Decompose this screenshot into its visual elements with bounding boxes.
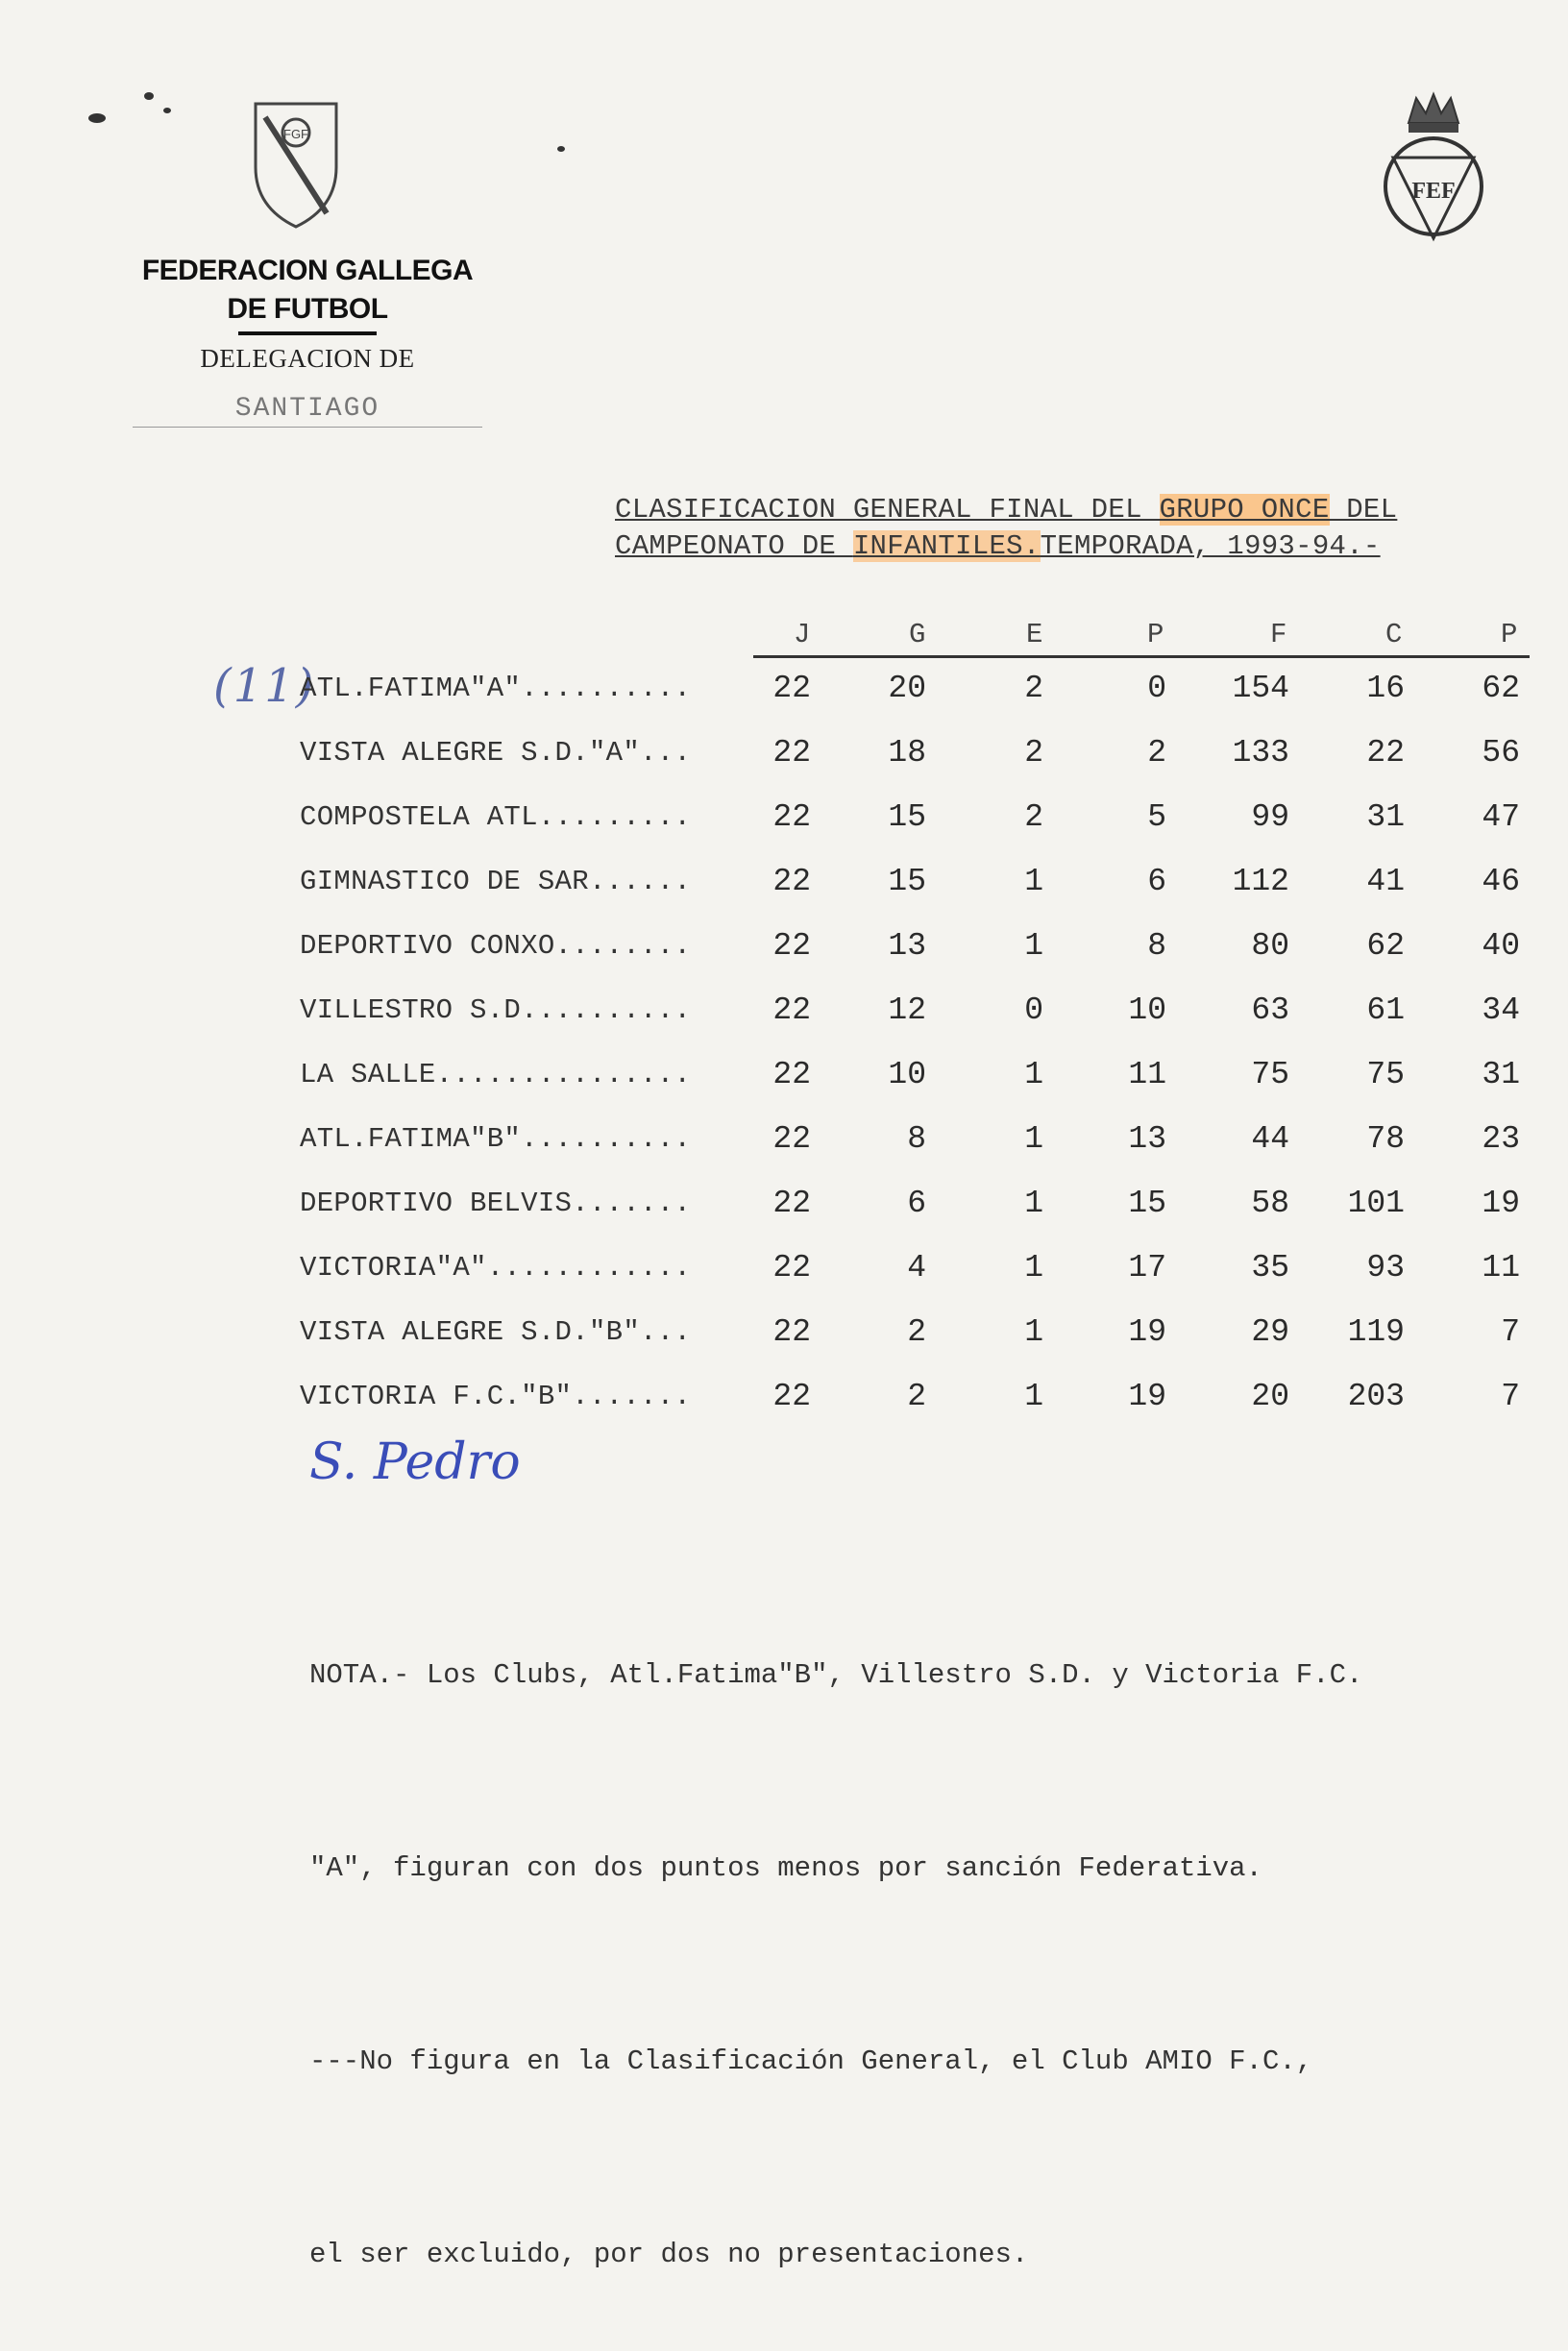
table-row [300, 1110, 1530, 1174]
cell-won: 2 [907, 1379, 926, 1414]
table-row [300, 788, 1530, 852]
note-line: "A", figuran con dos puntos menos por sanción Federativa. [309, 1852, 1262, 1884]
cell-goals-for: 63 [1251, 992, 1289, 1028]
cell-drawn: 1 [1024, 1057, 1043, 1092]
header-underline [753, 655, 1530, 658]
table-header-row [300, 615, 1530, 659]
cell-played: 22 [772, 735, 811, 771]
paper-speck [88, 113, 106, 123]
column-header-points: P [1501, 619, 1518, 650]
cell-goals-against: 119 [1347, 1314, 1405, 1350]
cell-goals-for: 58 [1251, 1186, 1289, 1221]
cell-played: 22 [772, 864, 811, 899]
cell-drawn: 1 [1024, 1379, 1043, 1414]
delegation-underline [133, 427, 482, 428]
federation-name-line2: DE FUTBOL [227, 293, 388, 325]
cell-lost: 10 [1128, 992, 1166, 1028]
cell-points: 31 [1482, 1057, 1520, 1092]
team-name: VISTA ALEGRE S.D."B"... [300, 1316, 692, 1348]
cell-won: 15 [888, 864, 926, 899]
column-header-lost: P [1147, 619, 1164, 650]
cell-goals-against: 203 [1347, 1379, 1405, 1414]
federation-name [86, 252, 528, 329]
cell-drawn: 2 [1024, 799, 1043, 835]
cell-points: 56 [1482, 735, 1520, 771]
cell-goals-for: 35 [1251, 1250, 1289, 1286]
handwritten-place-name: S. Pedro [309, 1433, 521, 1491]
table-row [300, 852, 1530, 917]
cell-points: 34 [1482, 992, 1520, 1028]
cell-goals-against: 22 [1366, 735, 1405, 771]
team-name: GIMNASTICO DE SAR...... [300, 866, 692, 897]
note-line: ---No figura en la Clasificación General, el Club AMIO F.C., [309, 2045, 1313, 2077]
cell-won: 6 [907, 1186, 926, 1221]
cell-won: 10 [888, 1057, 926, 1092]
cell-points: 7 [1501, 1314, 1520, 1350]
team-name: VISTA ALEGRE S.D."A"... [300, 737, 692, 769]
cell-won: 2 [907, 1314, 926, 1350]
team-name: LA SALLE............... [300, 1059, 692, 1090]
cell-drawn: 1 [1024, 928, 1043, 964]
team-name: DEPORTIVO BELVIS....... [300, 1188, 692, 1219]
cell-won: 20 [888, 671, 926, 706]
cell-played: 22 [772, 928, 811, 964]
column-header-goals-for: F [1270, 619, 1287, 650]
right-logo-letters: FEF [1411, 179, 1456, 204]
cell-played: 22 [772, 799, 811, 835]
federation-shield-logo [252, 100, 340, 231]
cell-played: 22 [772, 671, 811, 706]
cell-points: 11 [1482, 1250, 1520, 1286]
cell-lost: 6 [1147, 864, 1166, 899]
cell-drawn: 2 [1024, 671, 1043, 706]
column-header-drawn: E [1026, 619, 1043, 650]
cell-played: 22 [772, 1057, 811, 1092]
cell-won: 18 [888, 735, 926, 771]
cell-won: 8 [907, 1121, 926, 1157]
cell-goals-against: 101 [1347, 1186, 1405, 1221]
cell-drawn: 1 [1024, 1186, 1043, 1221]
cell-drawn: 1 [1024, 1250, 1043, 1286]
cell-lost: 2 [1147, 735, 1166, 771]
team-name: ATL.FATIMA"A".......... [300, 673, 692, 704]
table-row [300, 723, 1530, 788]
cell-won: 13 [888, 928, 926, 964]
letterhead-divider [238, 331, 377, 335]
cell-lost: 0 [1147, 671, 1166, 706]
table-body [300, 659, 1530, 1432]
crown-crest-logo [1380, 85, 1487, 248]
federation-name-line1: FEDERACION GALLEGA [141, 255, 474, 286]
team-name: VICTORIA F.C."B"....... [300, 1381, 692, 1412]
paper-speck [557, 146, 565, 152]
cell-goals-for: 29 [1251, 1314, 1289, 1350]
note-block [309, 1514, 1520, 2351]
cell-lost: 5 [1147, 799, 1166, 835]
table-row [300, 1367, 1530, 1432]
title-highlight-group: GRUPO ONCE [1159, 494, 1330, 526]
table-row [300, 981, 1530, 1045]
team-name: VICTORIA"A"............ [300, 1252, 692, 1284]
team-name: ATL.FATIMA"B".......... [300, 1123, 692, 1155]
cell-goals-against: 41 [1366, 864, 1405, 899]
cell-goals-for: 80 [1251, 928, 1289, 964]
cell-lost: 17 [1128, 1250, 1166, 1286]
cell-won: 15 [888, 799, 926, 835]
table-row [300, 1238, 1530, 1303]
cell-points: 40 [1482, 928, 1520, 964]
cell-goals-against: 78 [1366, 1121, 1405, 1157]
table-row [300, 1045, 1530, 1110]
cell-points: 46 [1482, 864, 1520, 899]
title-highlight-category: INFANTILES. [852, 530, 1041, 562]
cell-drawn: 0 [1024, 992, 1043, 1028]
cell-goals-for: 75 [1251, 1057, 1289, 1092]
cell-points: 47 [1482, 799, 1520, 835]
note-line: el ser excluido, por dos no presentaciones. [309, 2239, 1029, 2270]
cell-points: 7 [1501, 1379, 1520, 1414]
title-line1-pre: CLASIFICACION GENERAL FINAL DEL [615, 494, 1160, 526]
cell-points: 19 [1482, 1186, 1520, 1221]
note-line: NOTA.- Los Clubs, Atl.Fatima"B", Villestro S.D. y Victoria F.C. [309, 1659, 1363, 1691]
cell-goals-for: 112 [1232, 864, 1289, 899]
cell-goals-for: 44 [1251, 1121, 1289, 1157]
cell-lost: 8 [1147, 928, 1166, 964]
cell-played: 22 [772, 1379, 811, 1414]
column-header-won: G [909, 619, 926, 650]
cell-lost: 19 [1128, 1314, 1166, 1350]
cell-drawn: 1 [1024, 1314, 1043, 1350]
cell-lost: 15 [1128, 1186, 1166, 1221]
cell-goals-against: 62 [1366, 928, 1405, 964]
delegation-city: SANTIAGO [234, 394, 380, 424]
title-line2 [615, 528, 1518, 565]
cell-goals-against: 16 [1366, 671, 1405, 706]
document-title [615, 492, 1518, 565]
team-name: VILLESTRO S.D.......... [300, 994, 692, 1026]
column-header-played: J [794, 619, 811, 650]
cell-goals-against: 75 [1366, 1057, 1405, 1092]
title-line2-post: TEMPORADA, 1993-94.- [1040, 530, 1381, 562]
cell-goals-against: 31 [1366, 799, 1405, 835]
paper-speck [144, 92, 154, 100]
cell-goals-for: 99 [1251, 799, 1289, 835]
title-line1-post: DEL [1329, 494, 1398, 526]
title-line1 [615, 492, 1518, 528]
table-row [300, 1174, 1530, 1238]
cell-points: 23 [1482, 1121, 1520, 1157]
cell-points: 62 [1482, 671, 1520, 706]
cell-goals-for: 133 [1232, 735, 1289, 771]
cell-goals-for: 20 [1251, 1379, 1289, 1414]
cell-goals-against: 61 [1366, 992, 1405, 1028]
table-row [300, 659, 1530, 723]
title-line2-pre: CAMPEONATO DE [615, 530, 853, 562]
cell-won: 4 [907, 1250, 926, 1286]
cell-goals-against: 93 [1366, 1250, 1405, 1286]
handwritten-group-number: (11) [213, 659, 316, 713]
cell-drawn: 2 [1024, 735, 1043, 771]
column-header-goals-against: C [1385, 619, 1403, 650]
cell-played: 22 [772, 1250, 811, 1286]
delegation-label: DELEGACION DE [200, 344, 415, 373]
cell-played: 22 [772, 1186, 811, 1221]
cell-won: 12 [888, 992, 926, 1028]
cell-drawn: 1 [1024, 1121, 1043, 1157]
cell-played: 22 [772, 1121, 811, 1157]
table-row [300, 1303, 1530, 1367]
team-name: DEPORTIVO CONXO........ [300, 930, 692, 962]
cell-lost: 19 [1128, 1379, 1166, 1414]
paper-speck [163, 108, 171, 113]
cell-goals-for: 154 [1232, 671, 1289, 706]
table-row [300, 917, 1530, 981]
standings-table [300, 615, 1530, 1432]
cell-played: 22 [772, 992, 811, 1028]
team-name: COMPOSTELA ATL......... [300, 801, 692, 833]
cell-drawn: 1 [1024, 864, 1043, 899]
cell-played: 22 [772, 1314, 811, 1350]
cell-lost: 11 [1128, 1057, 1166, 1092]
cell-lost: 13 [1128, 1121, 1166, 1157]
left-logo-letters: FGF [283, 127, 308, 141]
